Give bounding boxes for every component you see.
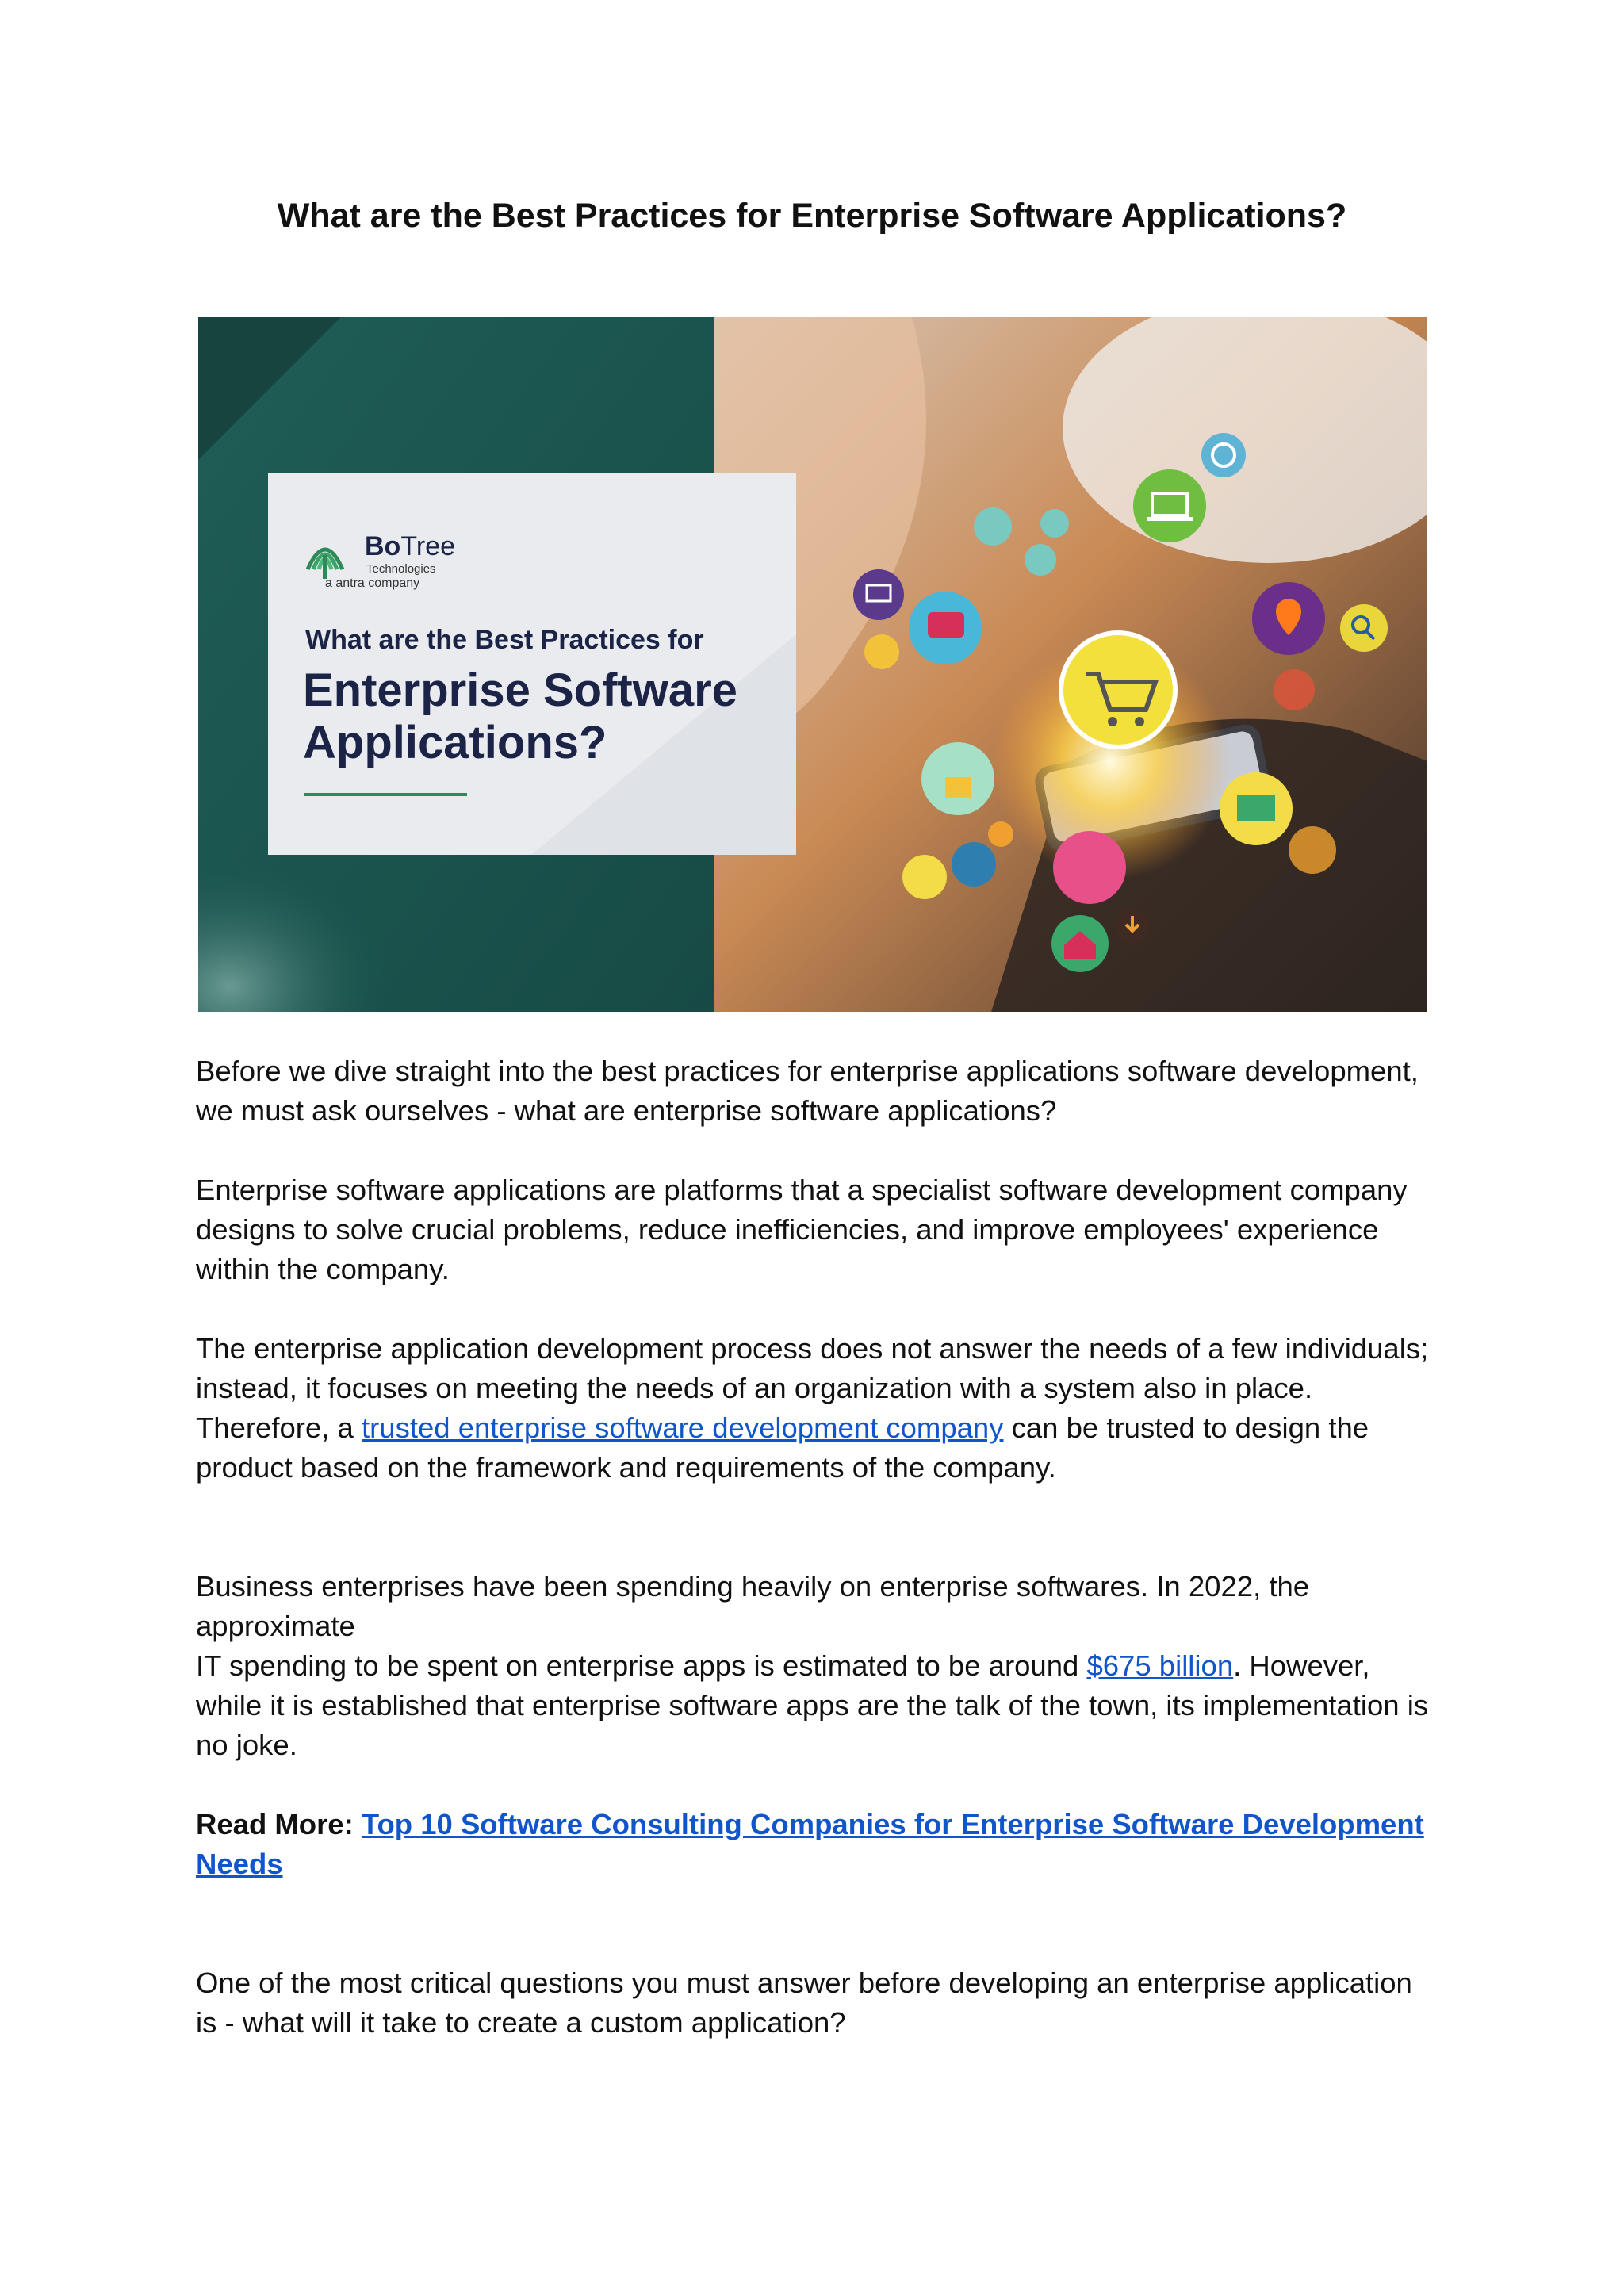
home-icon: [1051, 915, 1109, 972]
mail-icon-small: [1025, 544, 1056, 576]
card-big-line2: Applications?: [303, 717, 607, 768]
card-big-line1: Enterprise Software: [303, 664, 737, 716]
paragraph-1: Before we dive straight into the best practices for enterprise applications software development, we must ask ourselves - what are enterprise software applications?: [196, 1055, 1419, 1127]
paragraph-2: Enterprise software applications are platforms that a specialist software development company designs to solve crucial problems, reduce inefficiencies, and improve employees' experience within the company.: [196, 1174, 1408, 1285]
brand-tag: a antra company: [325, 576, 420, 590]
paragraph-3-text-before: The enterprise application development process does not answer the needs of a few individuals; instead, it focuses on meeting the needs of an organization with a system also in place. Therefore, a: [196, 1332, 1429, 1444]
paragraph-4-text-after: . However, while it is established that enterprise software apps are the talk of the town, its implementation is no joke.: [196, 1649, 1429, 1761]
laptop-icon: [1133, 469, 1206, 542]
read-more: [196, 1805, 1433, 1884]
brand-sub: Technologies: [366, 562, 436, 576]
location-pin-icon: [1252, 582, 1325, 655]
spending-billion-link[interactable]: $675 billion: [1086, 1649, 1234, 1682]
attachment-icon: [902, 855, 947, 899]
at-icon: [952, 842, 996, 887]
paragraph-4: [196, 1646, 1433, 1765]
link-icon-small: [974, 507, 1012, 546]
paragraph-5: One of the most critical questions you must answer before developing an enterprise application is - what will it take to create a custom application?: [196, 1967, 1412, 2039]
card-underline: [304, 793, 467, 796]
cart-icon: [1061, 633, 1175, 747]
chat-icon: [909, 592, 982, 664]
page-title: What are the Best Practices for Enterprise Software Applications?: [277, 197, 1347, 235]
share-icon: [1053, 831, 1126, 904]
unlock-icon: [1289, 826, 1336, 874]
dollar-icon: [988, 821, 1013, 847]
brand-name-light: Tree: [400, 531, 455, 561]
download-icon: [1115, 909, 1150, 944]
presentation-icon: [853, 569, 904, 620]
search-icon: [1340, 604, 1388, 652]
read-more-label: Read More:: [196, 1808, 362, 1840]
target-icon: [1201, 433, 1246, 477]
paragraph-4-text-before: IT spending to be spent on enterprise apps is estimated to be around: [196, 1649, 1087, 1682]
hero-image: [198, 317, 1427, 1012]
paragraph-4-line1: Business enterprises have been spending heavily on enterprise softwares. In 2022, the approximate: [196, 1570, 1310, 1642]
paragraph-3: [196, 1329, 1433, 1488]
bookmark-icon: [1274, 669, 1315, 710]
envelope-icon: [1220, 772, 1293, 845]
basket-icon: [864, 634, 899, 669]
paragraph-3-text-after: can be trusted to design the product based on the framework and requirements of the company.: [196, 1411, 1369, 1484]
paperclip-icon-small: [1040, 509, 1069, 538]
read-more-link[interactable]: Top 10 Software Consulting Companies for Enterprise Software Development Needs: [196, 1808, 1424, 1880]
lock-icon: [921, 742, 994, 815]
trusted-company-link[interactable]: trusted enterprise software development company: [361, 1411, 1004, 1444]
card-small-heading: What are the Best Practices for: [305, 625, 704, 655]
brand-name-bold: Bo: [365, 531, 401, 561]
svg-text:BoTree: [365, 531, 455, 561]
